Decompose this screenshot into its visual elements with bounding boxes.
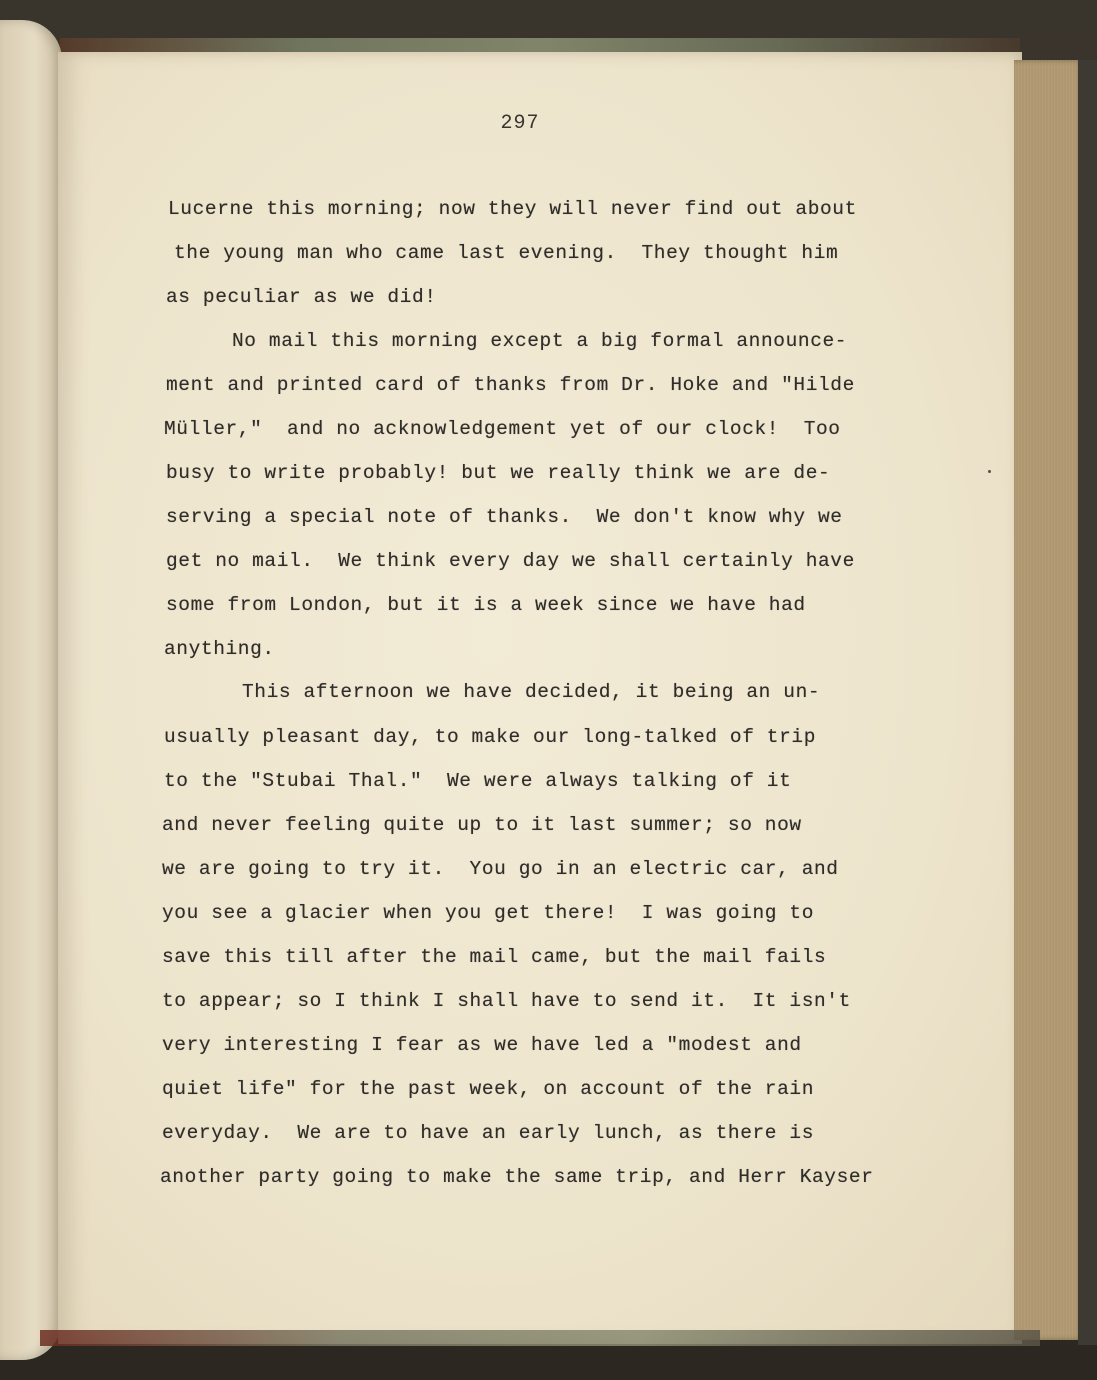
page-block-edges — [1014, 60, 1084, 1340]
text-line: save this till after the mail came, but the mail fails — [162, 946, 827, 968]
text-line: busy to write probably! but we really think we are de- — [166, 462, 831, 484]
text-line: This afternoon we have decided, it being an un- — [242, 681, 821, 703]
text-line: to the "Stubai Thal." We were always talking of it — [164, 770, 792, 792]
page-number: 297 — [500, 112, 540, 135]
facing-page-edge — [0, 20, 62, 1360]
text-line: serving a special note of thanks. We don't know why we — [166, 506, 843, 528]
text-line: some from London, but it is a week since we have had — [166, 594, 806, 616]
text-line: you see a glacier when you get there! I was going to — [162, 902, 815, 924]
text-line: ment and printed card of thanks from Dr. Hoke and "Hilde — [166, 374, 855, 396]
text-line: to appear; so I think I shall have to send it. It isn't — [162, 990, 851, 1012]
text-line: we are going to try it. You go in an electric car, and — [162, 858, 839, 880]
text-line: the young man who came last evening. They thought him — [174, 242, 839, 264]
text-line: as peculiar as we did! — [166, 286, 437, 308]
text-line: get no mail. We think every day we shall certainly have — [166, 550, 855, 572]
text-line: quiet life" for the past week, on account of the rain — [162, 1078, 815, 1100]
text-line: and never feeling quite up to it last summer; so now — [162, 814, 802, 836]
book-binding-bottom — [40, 1330, 1040, 1346]
text-line: anything. — [164, 638, 275, 660]
text-line: Lucerne this morning; now they will never find out about — [168, 198, 857, 220]
text-line: everyday. We are to have an early lunch, as there is — [162, 1122, 815, 1144]
text-line: No mail this morning except a big formal announce- — [232, 330, 848, 352]
book-cover-edge — [1078, 60, 1097, 1345]
text-line: Müller," and no acknowledgement yet of our clock! Too — [164, 418, 841, 440]
text-line: usually pleasant day, to make our long-talked of trip — [164, 726, 817, 748]
text-line: very interesting I fear as we have led a "modest and — [162, 1034, 802, 1056]
paper-speck — [988, 470, 991, 473]
text-line: another party going to make the same trip, and Herr Kayser — [160, 1166, 874, 1188]
